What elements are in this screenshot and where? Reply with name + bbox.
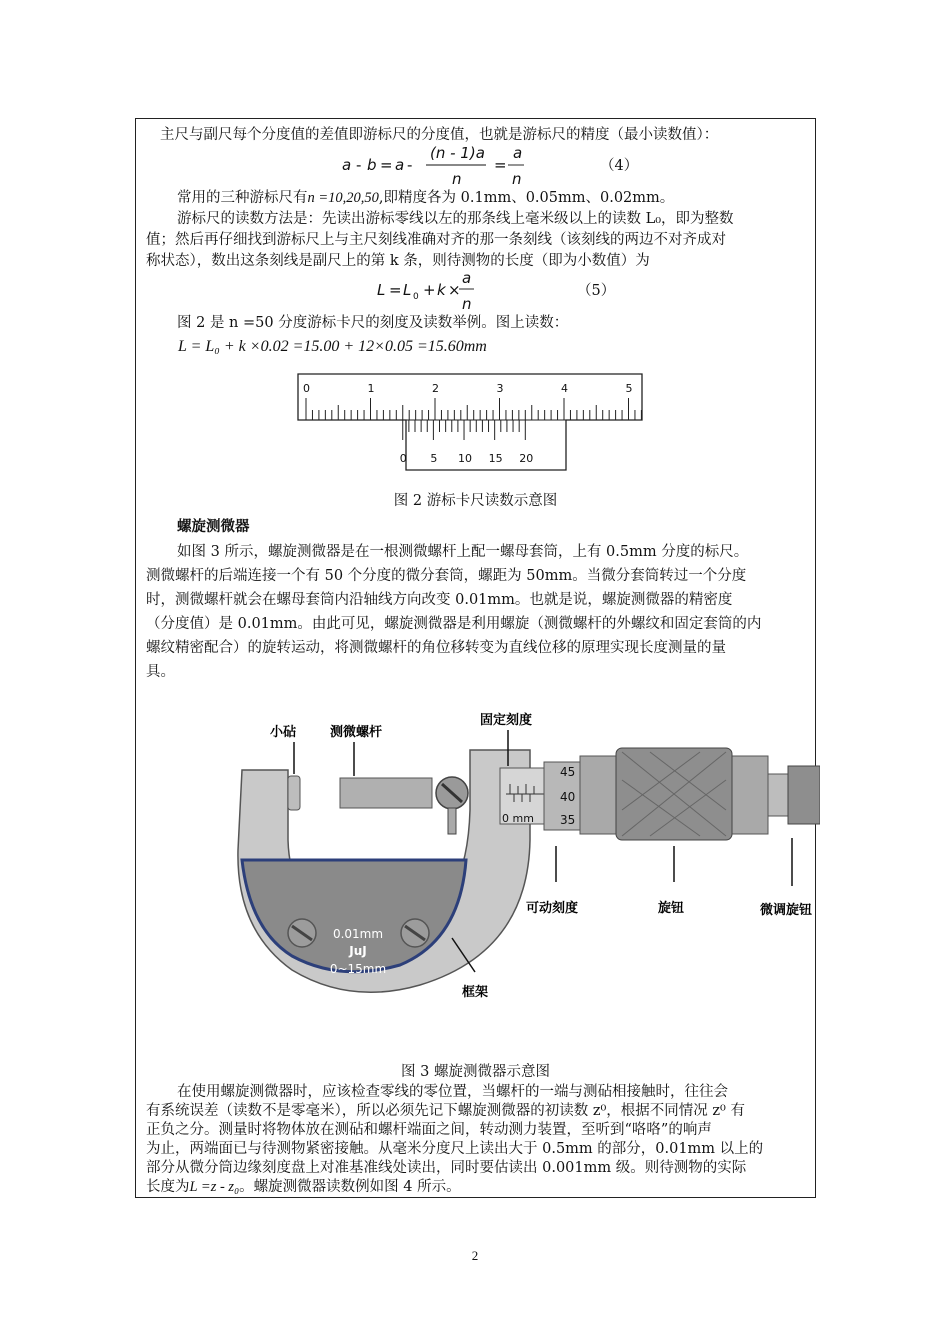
label-knob: 旋钮 [658,901,685,916]
vernier-scale-label: 5 [430,452,438,465]
frame-text-resolution: 0.01mm [332,927,384,941]
paragraph-usage-l6 [146,1177,461,1198]
ratchet-neck [768,774,788,816]
svg-text:a: a [513,144,523,162]
svg-text:a: a [462,269,472,287]
paragraph-micrometer-l4: （分度值）是 0.01mm。由此可见，螺旋测微器是利用螺旋（测微螺杆的外螺纹和固定套筒的内 [146,616,762,632]
main-scale-label: 2 [432,382,439,395]
figure-2-caption: 图 2 游标卡尺读数示意图 [393,493,558,509]
main-scale-label: 5 [625,382,633,395]
anvil [288,776,300,810]
p6-l6-eq: L =z - z₀ [189,1179,240,1195]
svg-text:×: × [448,281,461,299]
svg-text:L: L [377,281,386,299]
thimble-number-45: 45 [560,765,576,779]
svg-text:=: = [494,156,507,174]
thimble-number-35: 35 [560,813,576,827]
page-number: 2 [471,1248,479,1263]
paragraph-usage-l3: 正负之分。测量时将物体放在测砧和螺杆端面之间，转动测力装置，至听到“咯咯”的响声 [146,1122,712,1138]
svg-text:a: a [395,156,405,174]
svg-text:(n - 1)a: (n - 1)a [430,144,485,162]
equation-5-number: （5） [577,283,616,299]
label-anvil: 小砧 [270,725,297,740]
paragraph-reading-method-l2: 值；然后再仔细找到游标尺上与主尺刻线准确对齐的那一条刻线（该刻线的两边不对齐成对 [146,232,726,248]
paragraph-micrometer-l3: 时，测微螺杆就会在螺母套筒内沿轴线方向改变 0.01mm。也就是说，螺旋测微器的精密度 [146,592,733,608]
svg-text:0: 0 [413,292,419,302]
svg-text:=: = [380,156,393,174]
vernier-scale-label: 0 [399,452,407,465]
equation-4 [340,143,540,189]
svg-text:=: = [389,281,402,299]
p2-post: ,即精度各为 0.1mm、0.05mm、0.02mm。 [378,190,675,206]
main-scale-label: 3 [496,382,504,395]
equation-5 [375,266,495,314]
screw-right-icon [401,919,429,947]
equation-reading-example: L = L₀ + k ×0.02 =15.00 + 12×0.05 =15.60mm [178,338,487,355]
lock-knob-icon [436,777,468,834]
section-heading-micrometer: 螺旋测微器 [177,519,250,535]
paragraph-micrometer-l2: 测微螺杆的后端连接一个有 50 个分度的微分套筒，螺距为 50mm。当微分套筒转过一个分度 [146,568,747,584]
frame-logo: JuJ [349,944,367,958]
paragraph-reading-method-l3: 称状态），数出这条刻线是副尺上的第 k 条，则待测物的长度（即为小数值）为 [146,253,650,269]
label-spindle: 测微螺杆 [330,725,383,740]
paragraph-figure2-intro: 图 2 是 n =50 分度游标卡尺的刻度及读数举例。图上读数： [177,315,569,331]
vernier-scale-label: 10 [458,452,473,465]
label-thimble-scale: 可动刻度 [526,901,579,916]
paragraph-three-calipers [177,188,674,209]
figure-3-caption: 图 3 螺旋测微器示意图 [401,1064,550,1080]
svg-text:-: - [407,156,413,174]
paragraph-usage-l4: 为止，两端面已与待测物紧密接触。从毫米分度尺上读出大于 0.5mm 的部分，0.01mm 以上的 [146,1141,764,1157]
svg-text:-: - [356,156,362,174]
p6-l6-pre: 长度为 [146,1179,190,1195]
svg-text:+: + [423,281,436,299]
equation-4-number: （4） [600,158,639,174]
svg-text:b: b [367,156,377,174]
svg-text:n: n [452,170,462,188]
paragraph-micrometer-l5: 螺纹精密配合）的旋转运动，将测微螺杆的角位移转变为直线位移的原理实现长度测量的量 [146,640,726,656]
sleeve-unit-label: 0 mm [502,812,534,825]
paragraph-micrometer-l1: 如图 3 所示，螺旋测微器是在一根测微螺杆上配一螺母套筒，上有 0.5mm 分度的标尺。 [177,544,749,560]
svg-text:L: L [403,281,412,299]
svg-text:k: k [437,281,446,299]
label-sleeve-scale: 固定刻度 [480,713,533,728]
micrometer-figure [230,690,820,1020]
p6-l6-post: 。螺旋测微器读数例如图 4 所示。 [239,1179,461,1195]
ratchet-knob [788,766,820,824]
paragraph-reading-method-l1: 游标尺的读数方法是：先读出游标零线以左的那条线上毫米级以上的读数 L₀，即为整数 [177,211,734,227]
paragraph-usage-l1: 在使用螺旋测微器时，应该检查零线的零位置，当螺杆的一端与测砧相接触时，往往会 [177,1084,728,1100]
label-frame: 框架 [462,985,489,1000]
label-ratchet: 微调旋钮 [760,903,813,918]
vernier-caliper-figure [296,372,646,472]
paragraph-usage-l2: 有系统误差（读数不是零毫米），所以必须先记下螺旋测微器的初读数 z⁰，根据不同情况 z⁰ 有 [146,1103,745,1119]
screw-left-icon [288,919,316,947]
paragraph-micrometer-l6: 具。 [146,664,175,680]
svg-text:a: a [342,156,352,174]
p2-n: n =10,20,50 [307,190,379,206]
p2-pre: 常用的三种游标尺有 [177,190,308,206]
paragraph-precision-intro: 主尺与副尺每个分度值的差值即游标尺的分度值，也就是游标尺的精度（最小读数值）： [160,127,719,143]
main-scale-label: 1 [367,382,375,395]
main-scale-label: 0 [303,382,310,395]
main-scale-label: 4 [561,382,568,395]
paragraph-usage-l5: 部分从微分筒边缘刻度盘上对准基准线处读出，同时要估读出 0.001mm 级。则待测物的实际 [146,1160,747,1176]
spindle [340,778,432,808]
vernier-scale-label: 20 [519,452,534,465]
frame-text-range: 0~15mm [329,962,387,976]
svg-text:n: n [462,295,472,313]
thimble-number-40: 40 [560,790,576,804]
vernier-scale-label: 15 [488,452,503,465]
svg-text:n: n [512,170,522,188]
